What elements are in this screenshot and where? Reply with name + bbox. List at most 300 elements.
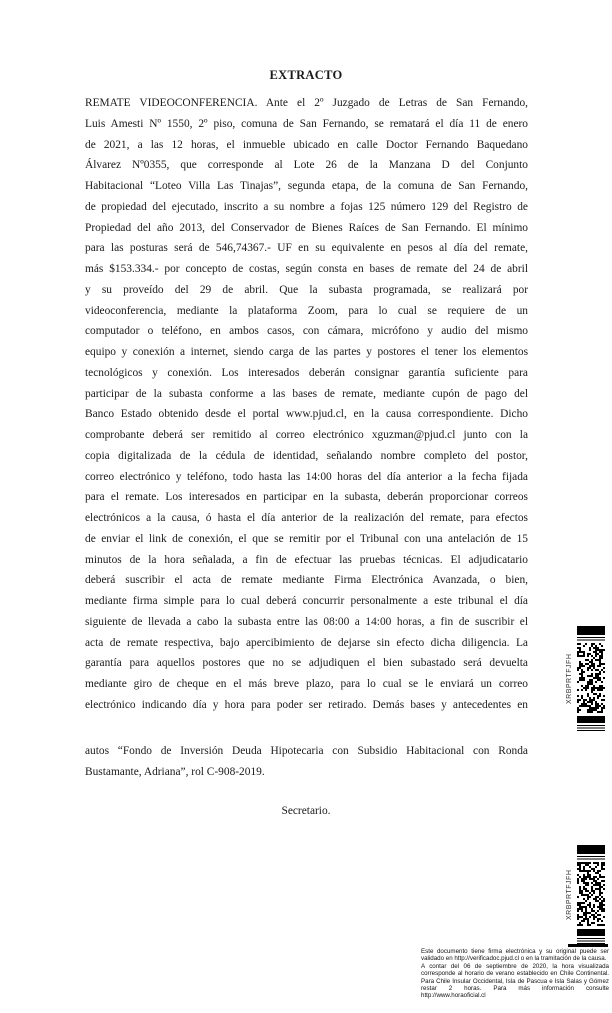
barcode-module [589, 924, 591, 926]
barcode-module [585, 900, 587, 902]
barcode-module [587, 667, 589, 669]
barcode-module [597, 900, 599, 902]
barcode-module [601, 689, 603, 691]
timezone-text: A contar del 06 de septiembre de 2020, la hora visualizada corresponde al horario de verano establecido en Chile Continental. Para Chile Insular Occidental, Isla de Pascua e Isla Salas y Gómez restar 2 horas. Para más información consulte http://www.horaoficial.cl [421, 962, 609, 1000]
barcode-module [601, 663, 603, 665]
barcode-module [589, 876, 591, 878]
barcode-module [597, 653, 599, 655]
barcode-module [591, 663, 593, 665]
barcode-module [581, 870, 583, 872]
barcode-module [595, 649, 597, 651]
barcode-module [593, 904, 595, 906]
barcode-module [587, 874, 589, 876]
barcode-module [589, 707, 591, 709]
barcode-module [591, 675, 593, 677]
barcode-module [577, 655, 579, 657]
barcode-module [577, 914, 579, 916]
barcode-module [591, 681, 593, 683]
barcode-module [599, 906, 601, 908]
barcode-module [585, 705, 587, 707]
barcode-module [585, 882, 587, 884]
barcode-module [577, 701, 579, 703]
barcode-module [585, 876, 587, 878]
barcode-module [587, 920, 589, 922]
barcode-module [595, 651, 597, 653]
barcode-module [587, 872, 589, 874]
barcode-module [583, 880, 585, 882]
barcode-module [595, 707, 597, 709]
barcode-module [577, 916, 579, 918]
body-line: minutos de la hora señalada, a fin de efectuar las pruebas técnicas. El adjudicatario [85, 553, 528, 566]
barcode-module [585, 878, 587, 880]
barcode-module [597, 689, 599, 691]
barcode-module [587, 701, 589, 703]
barcode-module [589, 912, 591, 914]
barcode-module [591, 689, 593, 691]
barcode-module [603, 898, 605, 900]
barcode-module [589, 705, 591, 707]
barcode-module [577, 669, 579, 671]
barcode-module [595, 669, 597, 671]
barcode-module [579, 665, 581, 667]
barcode-module [595, 647, 597, 649]
barcode-module [597, 870, 599, 872]
barcode-module [589, 661, 591, 663]
barcode-module [599, 665, 601, 667]
barcode-module [577, 651, 579, 653]
barcode-module [597, 705, 599, 707]
barcode-module [599, 874, 601, 876]
barcode-module [597, 687, 599, 689]
barcode-module [583, 898, 585, 900]
barcode-module [577, 896, 579, 898]
barcode-module [597, 697, 599, 699]
barcode-module [597, 906, 599, 908]
barcode-module [577, 643, 579, 645]
barcode-module [579, 649, 581, 651]
barcode-module [597, 896, 599, 898]
barcode-module [583, 914, 585, 916]
barcode-module [587, 687, 589, 689]
barcode-module [587, 675, 589, 677]
barcode-module [601, 709, 603, 711]
barcode-stop-bar [577, 929, 605, 936]
barcode-module [599, 687, 601, 689]
barcode-stripe [577, 728, 605, 729]
barcode-module [601, 685, 603, 687]
barcode-module [589, 681, 591, 683]
barcode-module [581, 671, 583, 673]
barcode-module [597, 647, 599, 649]
barcode-module [591, 691, 593, 693]
barcode-module [587, 653, 589, 655]
barcode-module [579, 890, 581, 892]
barcode-module [583, 888, 585, 890]
barcode-module [593, 868, 595, 870]
barcode-module [577, 864, 579, 866]
barcode-module [599, 918, 601, 920]
barcode-module [603, 864, 605, 866]
barcode-module [583, 920, 585, 922]
barcode-module [597, 707, 599, 709]
barcode-module [601, 908, 603, 910]
barcode-module [591, 914, 593, 916]
barcode-module [583, 876, 585, 878]
barcode-module [581, 665, 583, 667]
barcode-module [599, 902, 601, 904]
barcode-module [585, 884, 587, 886]
barcode-module [591, 687, 593, 689]
body-line: de 2021, a las 12 horas, el inmueble ubicado en calle Doctor Fernando Baquedano [85, 138, 528, 151]
barcode-module [585, 663, 587, 665]
body-line: deberá suscribir el acta de remate mediante Firma Electrónica Avanzada, o bien, [85, 574, 528, 587]
barcode-module [595, 916, 597, 918]
barcode-module [579, 922, 581, 924]
barcode-module [595, 653, 597, 655]
body-line: computador o teléfono, en ambos casos, con cámara, micrófono y audio del mismo [85, 325, 528, 338]
barcode-module [591, 683, 593, 685]
barcode-module [583, 699, 585, 701]
document-closing [85, 741, 528, 783]
barcode-module [599, 671, 601, 673]
barcode-stripe [577, 941, 605, 942]
barcode-module [603, 910, 605, 912]
barcode-module [591, 882, 593, 884]
barcode-module [579, 655, 581, 657]
barcode-module [603, 904, 605, 906]
barcode-module [579, 892, 581, 894]
barcode-module [591, 922, 593, 924]
barcode-module [579, 916, 581, 918]
barcode-module [591, 908, 593, 910]
barcode-module [589, 709, 591, 711]
barcode-module [581, 651, 583, 653]
barcode-module [587, 685, 589, 687]
barcode-module [589, 649, 591, 651]
barcode-module [595, 872, 597, 874]
barcode-module [603, 667, 605, 669]
barcode-module [595, 862, 597, 864]
barcode-start-bar [577, 845, 605, 854]
body-line: de enviar el link de conexión, el que se remitir por el Tribunal con una antelación de 15 [85, 532, 528, 545]
barcode-module [597, 914, 599, 916]
barcode-module [585, 643, 587, 645]
barcode-module [585, 703, 587, 705]
barcode-module [579, 870, 581, 872]
barcode-module [595, 681, 597, 683]
barcode-module [597, 649, 599, 651]
barcode-module [599, 657, 601, 659]
barcode-module [577, 699, 579, 701]
barcode-module [603, 677, 605, 679]
barcode-module [603, 687, 605, 689]
barcode-module [597, 910, 599, 912]
barcode-module [589, 701, 591, 703]
barcode-module [589, 711, 591, 713]
barcode-module [591, 709, 593, 711]
barcode-module [589, 874, 591, 876]
barcode-module [587, 918, 589, 920]
barcode-stripe [577, 640, 605, 641]
barcode-module [599, 882, 601, 884]
barcode-module [585, 894, 587, 896]
barcode-module [583, 677, 585, 679]
barcode-module [581, 685, 583, 687]
barcode-module [597, 924, 599, 926]
barcode-module [593, 647, 595, 649]
barcode-module [583, 705, 585, 707]
barcode-module [599, 659, 601, 661]
barcode-module [585, 912, 587, 914]
barcode-module [579, 651, 581, 653]
barcode-module [589, 892, 591, 894]
barcode-module [599, 711, 601, 713]
barcode-module [597, 679, 599, 681]
barcode-module [593, 862, 595, 864]
barcode-module [585, 890, 587, 892]
document-title: EXTRACTO [269, 68, 343, 82]
barcode-module [581, 697, 583, 699]
barcode-module [591, 669, 593, 671]
barcode-module [591, 679, 593, 681]
barcode-module [591, 707, 593, 709]
barcode-module [593, 667, 595, 669]
barcode-module [585, 870, 587, 872]
barcode-module [597, 703, 599, 705]
body-line: tecnológicos y conexión. Los interesados deberán consignar garantía suficiente para [85, 366, 528, 379]
barcode-module [587, 870, 589, 872]
barcode-module [603, 707, 605, 709]
barcode-module [599, 924, 601, 926]
barcode-module [601, 862, 603, 864]
barcode-module [599, 894, 601, 896]
barcode-module [593, 707, 595, 709]
body-line: Banco Estado obtenido desde el portal www.pjud.cl, en la causa correspondiente. Dicho [85, 408, 528, 421]
barcode-module [589, 862, 591, 864]
barcode-module [601, 649, 603, 651]
barcode-module [601, 886, 603, 888]
barcode-module [593, 878, 595, 880]
barcode-module [587, 711, 589, 713]
barcode-module [587, 898, 589, 900]
barcode-module [593, 665, 595, 667]
barcode-module [579, 709, 581, 711]
barcode-module [595, 880, 597, 882]
barcode-2d-icon [577, 845, 605, 945]
barcode-module [591, 701, 593, 703]
barcode-stripe [577, 859, 605, 860]
barcode-module [603, 862, 605, 864]
barcode-module [581, 663, 583, 665]
barcode-module [599, 908, 601, 910]
barcode-module [583, 886, 585, 888]
barcode-module [601, 657, 603, 659]
barcode-module [579, 924, 581, 926]
barcode-module [595, 912, 597, 914]
barcode-module [595, 693, 597, 695]
barcode-module [581, 679, 583, 681]
barcode-module [587, 884, 589, 886]
barcode-module [579, 862, 581, 864]
barcode-module [601, 655, 603, 657]
barcode-code-label: XRBPRTFJFH [566, 653, 573, 705]
barcode-module [595, 659, 597, 661]
barcode-module [603, 924, 605, 926]
barcode-module [603, 671, 605, 673]
barcode-module [583, 882, 585, 884]
document-body [85, 93, 528, 716]
barcode-module [583, 878, 585, 880]
barcode-module [603, 888, 605, 890]
barcode-module [593, 876, 595, 878]
barcode-module [587, 890, 589, 892]
barcode-module [601, 699, 603, 701]
body-line: para las posturas será de 546,74367.- UF en su equivalente en pesos al día del remate, [85, 242, 528, 255]
barcode-module [589, 878, 591, 880]
barcode-module [579, 673, 581, 675]
barcode-module [595, 687, 597, 689]
barcode-module [587, 663, 589, 665]
barcode-module [599, 914, 601, 916]
signature-label: Secretario. [281, 805, 331, 817]
barcode-code-label: XRBPRTFJFH [566, 869, 573, 921]
barcode-module [583, 655, 585, 657]
barcode-stripe [577, 637, 605, 638]
body-line: equipo y conexión a internet, siendo carga de las partes y postores el tener los elementos [85, 346, 528, 358]
barcode-module [593, 693, 595, 695]
barcode-module [579, 888, 581, 890]
barcode-module [591, 665, 593, 667]
body-line: y su proveído del 29 de abril. Que la subasta programada, se realizará por [85, 283, 528, 296]
barcode-module [593, 657, 595, 659]
barcode-module [577, 689, 579, 691]
body-line: copia digitalizada de la cédula de identidad, señalando nombre completo del postor, [85, 449, 528, 462]
barcode-module [591, 888, 593, 890]
barcode-module [577, 709, 579, 711]
barcode-module [601, 906, 603, 908]
barcode-module [583, 653, 585, 655]
barcode-module [603, 908, 605, 910]
barcode-module [577, 862, 579, 864]
barcode-module [603, 699, 605, 701]
barcode-module [591, 643, 593, 645]
barcode-module [585, 685, 587, 687]
barcode-module [583, 868, 585, 870]
barcode-module [601, 880, 603, 882]
barcode-module [593, 880, 595, 882]
barcode-module [597, 665, 599, 667]
barcode-module [587, 876, 589, 878]
barcode-module [597, 882, 599, 884]
barcode-module [603, 663, 605, 665]
barcode-module [601, 876, 603, 878]
barcode-module [585, 916, 587, 918]
barcode-module [597, 675, 599, 677]
barcode-module [591, 645, 593, 647]
barcode-module [577, 904, 579, 906]
barcode-module [599, 886, 601, 888]
barcode-module [595, 705, 597, 707]
barcode-module [587, 681, 589, 683]
barcode-module [585, 687, 587, 689]
barcode-module [581, 862, 583, 864]
barcode-module [583, 918, 585, 920]
barcode-module [581, 675, 583, 677]
barcode-module [577, 910, 579, 912]
barcode-module [599, 677, 601, 679]
barcode-module [579, 876, 581, 878]
barcode-module [585, 918, 587, 920]
barcode-module [577, 874, 579, 876]
barcode-module [581, 705, 583, 707]
barcode-module [591, 894, 593, 896]
body-line: Propiedad del año 2013, del Conservador de Bienes Raíces de San Fernando. El mínimo [85, 221, 528, 234]
barcode-module [579, 699, 581, 701]
barcode-module [593, 677, 595, 679]
barcode-module [581, 878, 583, 880]
barcode-module [577, 908, 579, 910]
barcode-module [601, 910, 603, 912]
barcode-module [583, 701, 585, 703]
barcode-module [603, 884, 605, 886]
barcode-module [581, 894, 583, 896]
barcode-module [599, 651, 601, 653]
barcode-module [579, 866, 581, 868]
barcode-module [579, 864, 581, 866]
barcode-module [581, 910, 583, 912]
barcode-module [595, 701, 597, 703]
closing-line: Bustamante, Adriana”, rol C-908-2019. [85, 765, 265, 778]
barcode-module [601, 900, 603, 902]
barcode-module [581, 924, 583, 926]
barcode-module [599, 655, 601, 657]
barcode-module [593, 914, 595, 916]
barcode-module [593, 918, 595, 920]
barcode-module [577, 882, 579, 884]
barcode-module [601, 868, 603, 870]
barcode-module [599, 679, 601, 681]
barcode-module [583, 665, 585, 667]
barcode-module [583, 651, 585, 653]
barcode-module [595, 645, 597, 647]
body-line: Habitacional “Loteo Villa Las Tinajas”, segunda etapa, de la comuna de San Fernando, [85, 180, 528, 192]
barcode-stop-bar [577, 716, 605, 723]
barcode-module [601, 924, 603, 926]
barcode-module [589, 675, 591, 677]
barcode-stripe [577, 856, 605, 857]
barcode-module [583, 912, 585, 914]
barcode-module [593, 892, 595, 894]
barcode-module [591, 878, 593, 880]
barcode-module [595, 866, 597, 868]
barcode-module [581, 892, 583, 894]
barcode-module [581, 673, 583, 675]
barcode-module [593, 709, 595, 711]
barcode-module [593, 890, 595, 892]
closing-line: autos “Fondo de Inversión Deuda Hipotecaria con Subsidio Habitacional con Ronda [85, 745, 528, 757]
barcode-module [591, 703, 593, 705]
barcode-module [581, 908, 583, 910]
barcode-module [593, 643, 595, 645]
barcode-module [599, 693, 601, 695]
barcode-module [595, 876, 597, 878]
barcode-module [589, 683, 591, 685]
barcode-module [601, 707, 603, 709]
body-line: mediante giro de cheque en el más breve plazo, para lo cual se le enviará un correo [85, 678, 528, 690]
barcode-module [599, 685, 601, 687]
barcode-module [601, 920, 603, 922]
barcode-module [601, 866, 603, 868]
